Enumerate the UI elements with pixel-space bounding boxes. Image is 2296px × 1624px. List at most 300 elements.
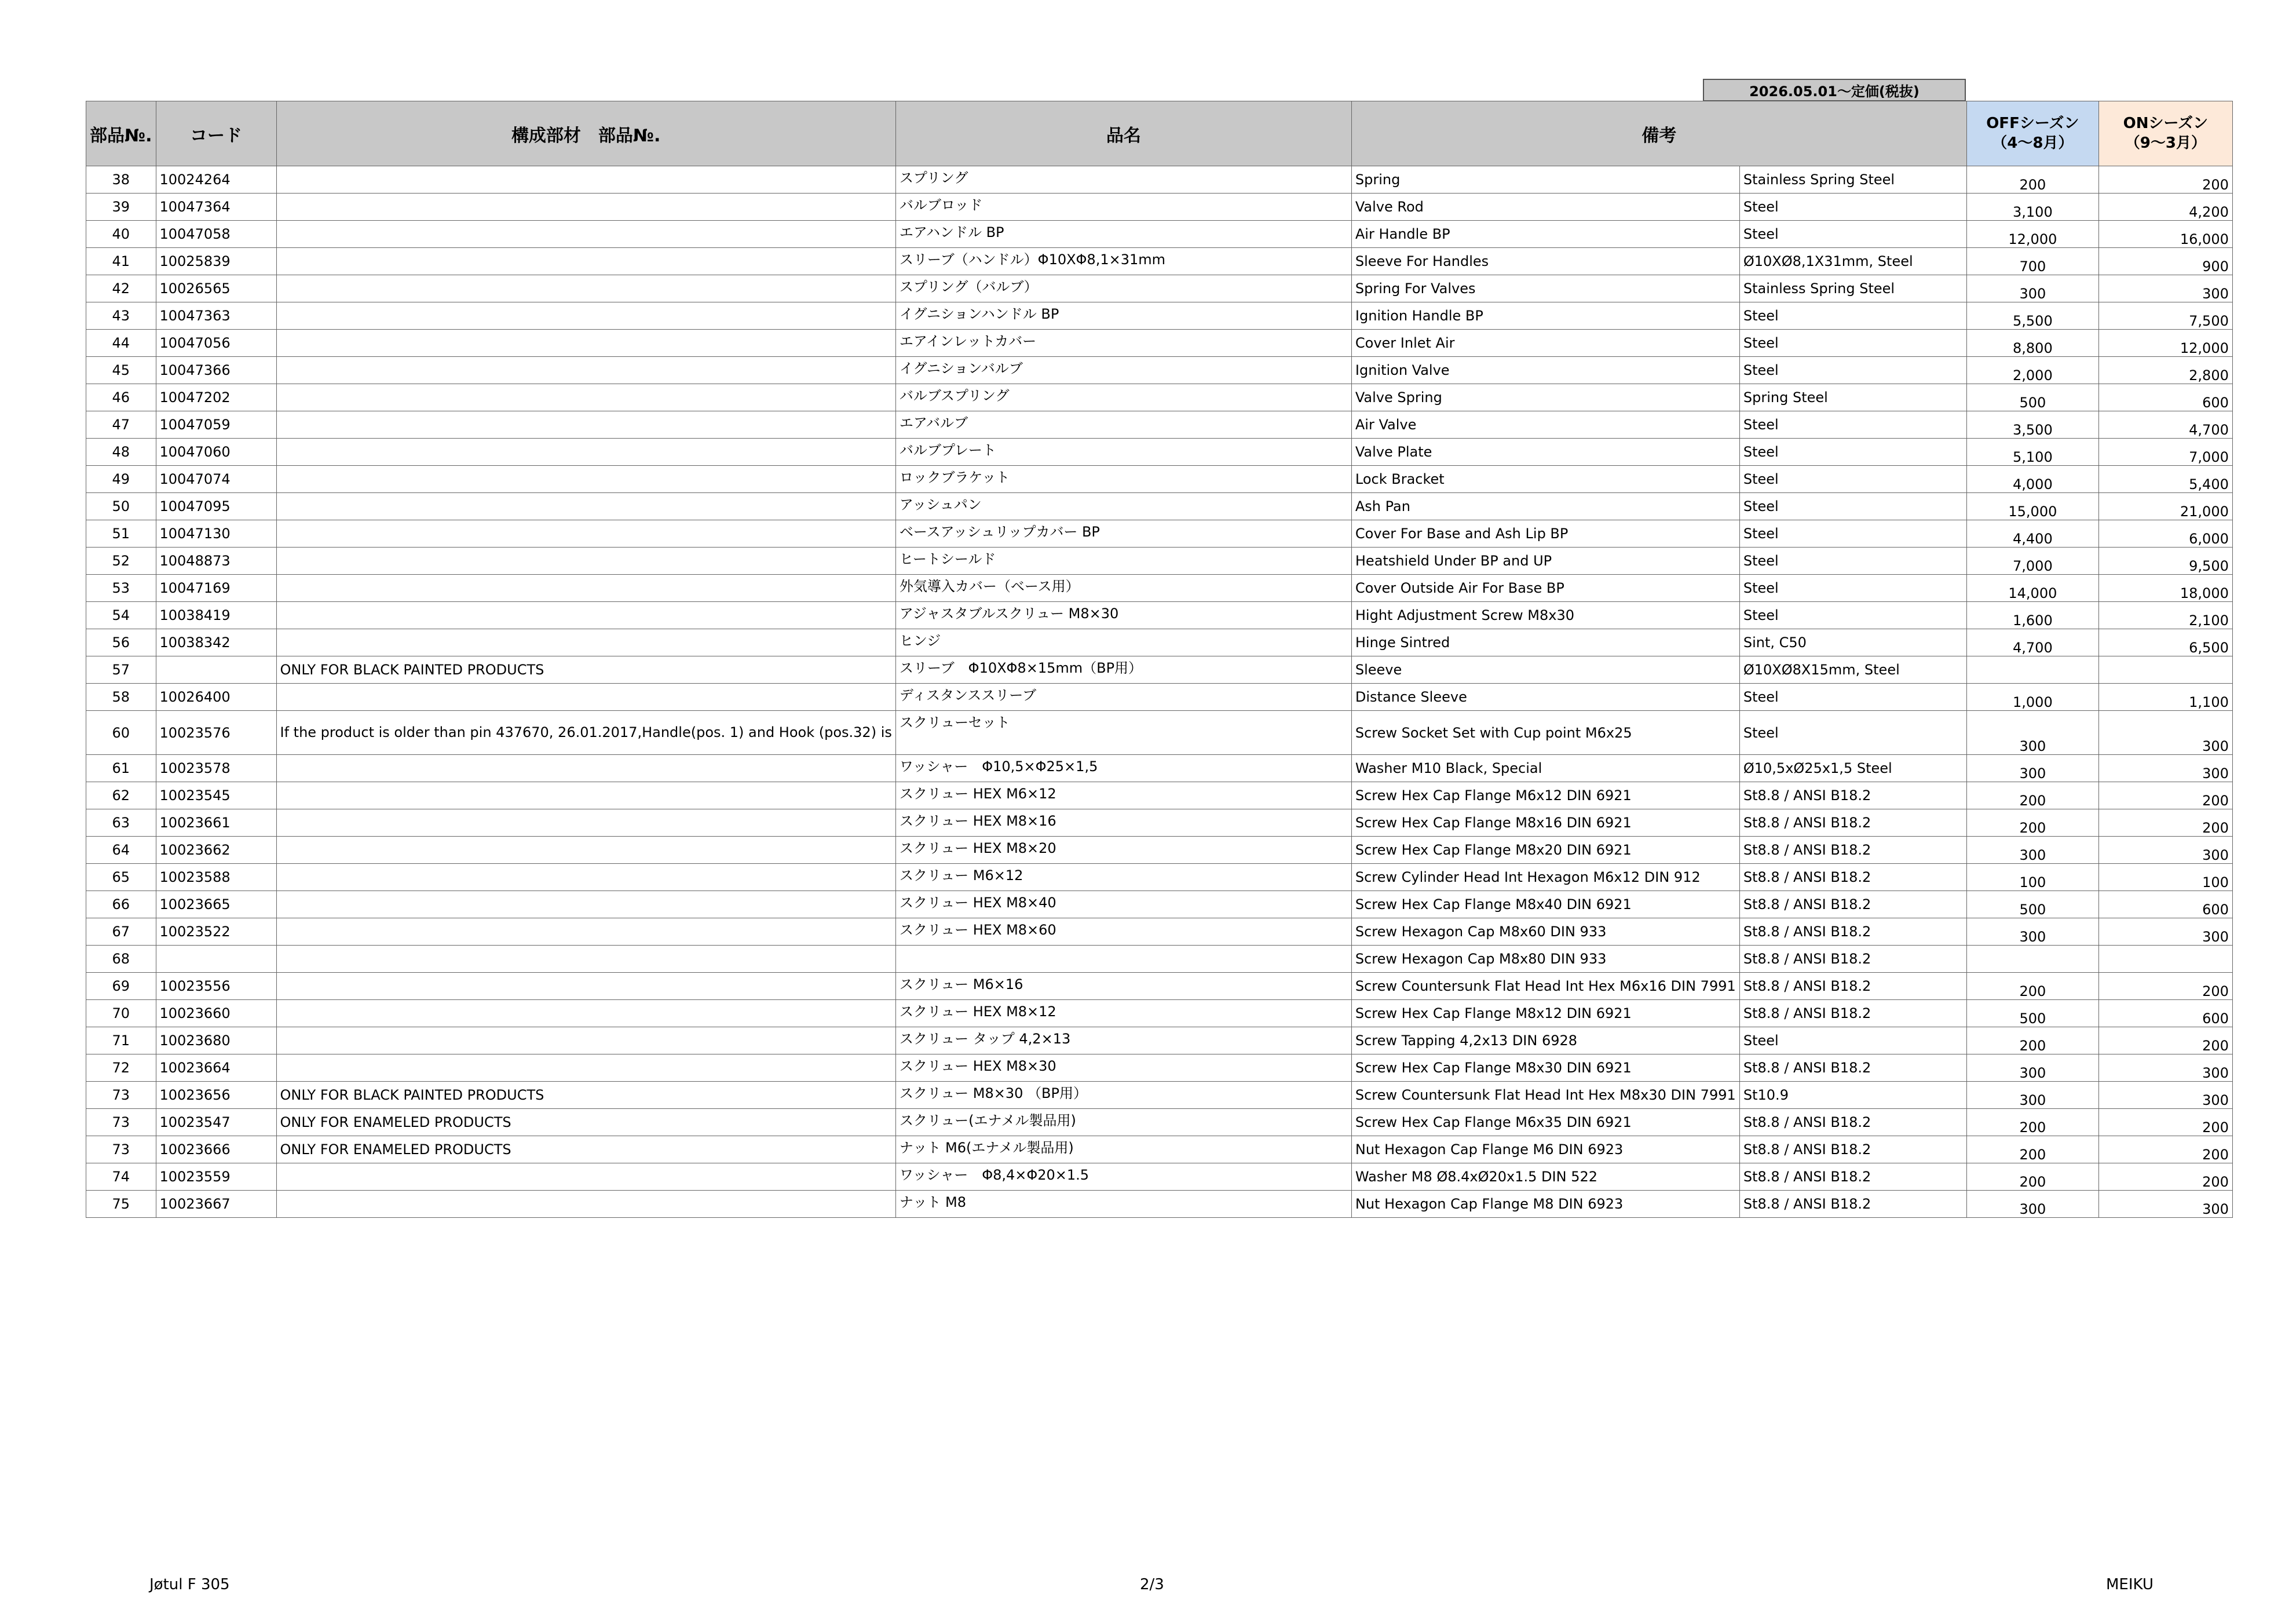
component-note-cell: [276, 493, 895, 520]
material-cell: St8.8 / ANSI B18.2: [1739, 809, 1966, 837]
component-note-cell: [276, 466, 895, 493]
name-cell: ロックブラケット: [895, 466, 1351, 493]
code-cell: 10023578: [156, 755, 276, 782]
material-cell: St10.9: [1739, 1082, 1966, 1109]
component-note-cell: [276, 411, 895, 439]
footer-model: Jøtul F 305: [149, 1576, 230, 1593]
code-cell: 10023662: [156, 837, 276, 864]
on-season-price-cell: 600: [2098, 1000, 2232, 1027]
name-cell: スクリュー HEX M6×12: [895, 782, 1351, 809]
description-cell: Screw Hex Cap Flange M8x16 DIN 6921: [1351, 809, 1739, 837]
name-cell: [895, 946, 1351, 973]
component-note-cell: [276, 782, 895, 809]
on-season-price-cell: 600: [2098, 891, 2232, 918]
on-season-price-cell: 12,000: [2098, 330, 2232, 357]
material-cell: Stainless Spring Steel: [1739, 166, 1966, 194]
on-season-price-cell: 300: [2098, 837, 2232, 864]
table-row: [86, 891, 2233, 918]
part-no-cell: 72: [86, 1054, 156, 1082]
component-note-cell: [276, 864, 895, 891]
material-cell: Steel: [1739, 602, 1966, 629]
on-season-price-cell: 300: [2098, 275, 2232, 302]
material-cell: Steel: [1739, 357, 1966, 384]
component-note-cell: [276, 946, 895, 973]
component-note-cell: ONLY FOR BLACK PAINTED PRODUCTS: [276, 656, 895, 684]
col-header-component: 構成部材 部品№.: [276, 101, 895, 166]
part-no-cell: 73: [86, 1136, 156, 1163]
component-note-cell: ONLY FOR ENAMELED PRODUCTS: [276, 1109, 895, 1136]
table-row: [86, 1000, 2233, 1027]
code-cell: 10047056: [156, 330, 276, 357]
name-cell: ナット M6(エナメル製品用): [895, 1136, 1351, 1163]
part-no-cell: 75: [86, 1191, 156, 1218]
name-cell: スプリング: [895, 166, 1351, 194]
code-cell: 10047058: [156, 221, 276, 248]
component-note-cell: [276, 1163, 895, 1191]
on-season-price-cell: 200: [2098, 1163, 2232, 1191]
code-cell: 10047366: [156, 357, 276, 384]
code-cell: 10047074: [156, 466, 276, 493]
off-season-price-cell: 8,800: [1966, 330, 2098, 357]
code-cell: 10023661: [156, 809, 276, 837]
on-season-price-cell: 2,100: [2098, 602, 2232, 629]
component-note-cell: [276, 837, 895, 864]
table-row: [86, 439, 2233, 466]
on-season-price-cell: 200: [2098, 973, 2232, 1000]
material-cell: Steel: [1739, 575, 1966, 602]
description-cell: Hight Adjustment Screw M8x30: [1351, 602, 1739, 629]
part-no-cell: 58: [86, 684, 156, 711]
part-no-cell: 71: [86, 1027, 156, 1054]
off-season-price-cell: 14,000: [1966, 575, 2098, 602]
table-row: [86, 221, 2233, 248]
on-season-price-cell: 100: [2098, 864, 2232, 891]
code-cell: 10038342: [156, 629, 276, 656]
table-row: [86, 946, 2233, 973]
material-cell: St8.8 / ANSI B18.2: [1739, 973, 1966, 1000]
name-cell: バルブロッド: [895, 194, 1351, 221]
description-cell: Screw Hex Cap Flange M6x12 DIN 6921: [1351, 782, 1739, 809]
component-note-cell: [276, 1027, 895, 1054]
description-cell: Spring For Valves: [1351, 275, 1739, 302]
name-cell: スクリュー HEX M8×20: [895, 837, 1351, 864]
off-season-price-cell: 1,000: [1966, 684, 2098, 711]
component-note-cell: If the product is older than pin 437670, 26.01.2017,Handle(pos. 1) and Hook (pos.32) is: [276, 711, 895, 755]
table-row: [86, 755, 2233, 782]
on-season-price-cell: 300: [2098, 918, 2232, 946]
part-no-cell: 69: [86, 973, 156, 1000]
on-season-price-cell: 1,100: [2098, 684, 2232, 711]
on-season-price-cell: 200: [2098, 1136, 2232, 1163]
table-row: [86, 1191, 2233, 1218]
part-no-cell: 53: [86, 575, 156, 602]
code-cell: 10026400: [156, 684, 276, 711]
part-no-cell: 73: [86, 1109, 156, 1136]
name-cell: スプリング（バルブ）: [895, 275, 1351, 302]
description-cell: Screw Hex Cap Flange M8x20 DIN 6921: [1351, 837, 1739, 864]
code-cell: 10026565: [156, 275, 276, 302]
material-cell: St8.8 / ANSI B18.2: [1739, 891, 1966, 918]
code-cell: 10024264: [156, 166, 276, 194]
col-header-remarks: 備考: [1351, 101, 1966, 166]
table-header-row: [86, 101, 2233, 166]
material-cell: Steel: [1739, 439, 1966, 466]
description-cell: Screw Hex Cap Flange M6x35 DIN 6921: [1351, 1109, 1739, 1136]
description-cell: Screw Tapping 4,2x13 DIN 6928: [1351, 1027, 1739, 1054]
material-cell: St8.8 / ANSI B18.2: [1739, 1163, 1966, 1191]
description-cell: Ignition Valve: [1351, 357, 1739, 384]
description-cell: Cover Inlet Air: [1351, 330, 1739, 357]
off-season-price-cell: 300: [1966, 755, 2098, 782]
description-cell: Air Handle BP: [1351, 221, 1739, 248]
component-note-cell: [276, 194, 895, 221]
code-cell: 10047363: [156, 302, 276, 330]
on-season-price-cell: 300: [2098, 755, 2232, 782]
name-cell: スクリュー HEX M8×60: [895, 918, 1351, 946]
off-season-price-cell: 200: [1966, 809, 2098, 837]
table-row: [86, 275, 2233, 302]
component-note-cell: [276, 575, 895, 602]
off-season-price-cell: 5,100: [1966, 439, 2098, 466]
on-season-price-cell: 7,500: [2098, 302, 2232, 330]
footer-company: MEIKU: [2106, 1576, 2154, 1593]
part-no-cell: 62: [86, 782, 156, 809]
name-cell: スクリュー HEX M8×40: [895, 891, 1351, 918]
description-cell: Valve Spring: [1351, 384, 1739, 411]
name-cell: スクリューセット: [895, 711, 1351, 755]
table-row: [86, 194, 2233, 221]
component-note-cell: [276, 275, 895, 302]
off-season-price-cell: 500: [1966, 1000, 2098, 1027]
name-cell: スクリュー HEX M8×30: [895, 1054, 1351, 1082]
description-cell: Distance Sleeve: [1351, 684, 1739, 711]
part-no-cell: 40: [86, 221, 156, 248]
component-note-cell: [276, 1000, 895, 1027]
part-no-cell: 70: [86, 1000, 156, 1027]
name-cell: エアバルブ: [895, 411, 1351, 439]
part-no-cell: 63: [86, 809, 156, 837]
description-cell: Screw Hexagon Cap M8x80 DIN 933: [1351, 946, 1739, 973]
table-row: [86, 602, 2233, 629]
price-date-header: 2026.05.01～定価(税抜): [1703, 79, 1966, 101]
name-cell: エアハンドル BP: [895, 221, 1351, 248]
description-cell: Heatshield Under BP and UP: [1351, 548, 1739, 575]
table-body: [86, 166, 2233, 1218]
part-no-cell: 41: [86, 248, 156, 275]
part-no-cell: 38: [86, 166, 156, 194]
component-note-cell: [276, 918, 895, 946]
description-cell: Ignition Handle BP: [1351, 302, 1739, 330]
off-season-price-cell: 100: [1966, 864, 2098, 891]
part-no-cell: 60: [86, 711, 156, 755]
table-row: [86, 166, 2233, 194]
material-cell: Steel: [1739, 302, 1966, 330]
code-cell: 10023576: [156, 711, 276, 755]
table-row: [86, 520, 2233, 548]
material-cell: St8.8 / ANSI B18.2: [1739, 1191, 1966, 1218]
description-cell: Washer M10 Black, Special: [1351, 755, 1739, 782]
on-season-price-cell: 18,000: [2098, 575, 2232, 602]
component-note-cell: [276, 1191, 895, 1218]
material-cell: St8.8 / ANSI B18.2: [1739, 1136, 1966, 1163]
part-no-cell: 52: [86, 548, 156, 575]
description-cell: Washer M8 Ø8.4xØ20x1.5 DIN 522: [1351, 1163, 1739, 1191]
on-season-price-cell: 300: [2098, 711, 2232, 755]
part-no-cell: 57: [86, 656, 156, 684]
component-note-cell: [276, 684, 895, 711]
material-cell: St8.8 / ANSI B18.2: [1739, 946, 1966, 973]
table-row: [86, 711, 2233, 755]
description-cell: Sleeve For Handles: [1351, 248, 1739, 275]
name-cell: ナット M8: [895, 1191, 1351, 1218]
code-cell: 10023656: [156, 1082, 276, 1109]
part-no-cell: 64: [86, 837, 156, 864]
part-no-cell: 39: [86, 194, 156, 221]
part-no-cell: 65: [86, 864, 156, 891]
off-season-price-cell: [1966, 656, 2098, 684]
code-cell: 10023667: [156, 1191, 276, 1218]
description-cell: Screw Hexagon Cap M8x60 DIN 933: [1351, 918, 1739, 946]
component-note-cell: [276, 809, 895, 837]
name-cell: スクリュー HEX M8×12: [895, 1000, 1351, 1027]
material-cell: St8.8 / ANSI B18.2: [1739, 1000, 1966, 1027]
name-cell: スリーブ（ハンドル）Φ10XΦ8,1×31mm: [895, 248, 1351, 275]
table-row: [86, 809, 2233, 837]
off-season-price-cell: 200: [1966, 1136, 2098, 1163]
code-cell: 10023666: [156, 1136, 276, 1163]
name-cell: スクリュー M6×12: [895, 864, 1351, 891]
name-cell: スクリュー(エナメル製品用): [895, 1109, 1351, 1136]
material-cell: Steel: [1739, 548, 1966, 575]
code-cell: 10023664: [156, 1054, 276, 1082]
description-cell: Lock Bracket: [1351, 466, 1739, 493]
on-season-price-cell: [2098, 946, 2232, 973]
component-note-cell: [276, 973, 895, 1000]
part-no-cell: 47: [86, 411, 156, 439]
parts-price-table: [86, 101, 2233, 1218]
off-season-price-cell: 300: [1966, 1082, 2098, 1109]
name-cell: ディスタンススリーブ: [895, 684, 1351, 711]
component-note-cell: [276, 248, 895, 275]
off-season-price-cell: 200: [1966, 166, 2098, 194]
name-cell: イグニションバルブ: [895, 357, 1351, 384]
name-cell: ワッシャー Φ8,4×Φ20×1.5: [895, 1163, 1351, 1191]
material-cell: St8.8 / ANSI B18.2: [1739, 1054, 1966, 1082]
table-row: [86, 629, 2233, 656]
material-cell: Stainless Spring Steel: [1739, 275, 1966, 302]
table-row: [86, 411, 2233, 439]
material-cell: St8.8 / ANSI B18.2: [1739, 837, 1966, 864]
name-cell: スクリュー M8×30 （BP用）: [895, 1082, 1351, 1109]
table-row: [86, 330, 2233, 357]
table-row: [86, 1082, 2233, 1109]
part-no-cell: 43: [86, 302, 156, 330]
off-season-price-cell: 3,500: [1966, 411, 2098, 439]
material-cell: St8.8 / ANSI B18.2: [1739, 1109, 1966, 1136]
on-season-price-cell: 6,000: [2098, 520, 2232, 548]
part-no-cell: 51: [86, 520, 156, 548]
component-note-cell: ONLY FOR ENAMELED PRODUCTS: [276, 1136, 895, 1163]
part-no-cell: 67: [86, 918, 156, 946]
part-no-cell: 56: [86, 629, 156, 656]
code-cell: 10047059: [156, 411, 276, 439]
on-season-price-cell: 300: [2098, 1054, 2232, 1082]
name-cell: ベースアッシュリップカバー BP: [895, 520, 1351, 548]
component-note-cell: ONLY FOR BLACK PAINTED PRODUCTS: [276, 1082, 895, 1109]
off-season-price-cell: [1966, 946, 2098, 973]
material-cell: St8.8 / ANSI B18.2: [1739, 864, 1966, 891]
table-row: [86, 548, 2233, 575]
table-row: [86, 384, 2233, 411]
name-cell: 外気導入カバー（ベース用）: [895, 575, 1351, 602]
table-row: [86, 782, 2233, 809]
part-no-cell: 61: [86, 755, 156, 782]
code-cell: [156, 656, 276, 684]
code-cell: 10047364: [156, 194, 276, 221]
material-cell: St8.8 / ANSI B18.2: [1739, 782, 1966, 809]
material-cell: St8.8 / ANSI B18.2: [1739, 918, 1966, 946]
off-season-price-cell: 300: [1966, 837, 2098, 864]
on-season-price-cell: 900: [2098, 248, 2232, 275]
description-cell: Screw Countersunk Flat Head Int Hex M6x16 DIN 7991: [1351, 973, 1739, 1000]
name-cell: スクリュー タップ 4,2×13: [895, 1027, 1351, 1054]
description-cell: Hinge Sintred: [1351, 629, 1739, 656]
col-header-name: 品名: [895, 101, 1351, 166]
on-season-price-cell: 6,500: [2098, 629, 2232, 656]
table-row: [86, 837, 2233, 864]
col-header-part-no: 部品№.: [86, 101, 156, 166]
off-season-price-cell: 200: [1966, 973, 2098, 1000]
col-header-code: コード: [156, 101, 276, 166]
on-season-price-cell: 2,800: [2098, 357, 2232, 384]
description-cell: Nut Hexagon Cap Flange M8 DIN 6923: [1351, 1191, 1739, 1218]
off-season-price-cell: 12,000: [1966, 221, 2098, 248]
part-no-cell: 44: [86, 330, 156, 357]
footer-page-number: 2/3: [1140, 1576, 1164, 1593]
component-note-cell: [276, 302, 895, 330]
code-cell: 10048873: [156, 548, 276, 575]
code-cell: 10047130: [156, 520, 276, 548]
off-season-price-cell: 300: [1966, 918, 2098, 946]
on-season-price-cell: 5,400: [2098, 466, 2232, 493]
off-season-price-cell: 500: [1966, 891, 2098, 918]
table-row: [86, 1027, 2233, 1054]
part-no-cell: 50: [86, 493, 156, 520]
col-header-off-season: OFFシーズン （4～8月）: [1966, 101, 2098, 166]
code-cell: 10023545: [156, 782, 276, 809]
off-season-price-cell: 200: [1966, 1109, 2098, 1136]
off-season-price-cell: 1,600: [1966, 602, 2098, 629]
table-row: [86, 1109, 2233, 1136]
material-cell: Steel: [1739, 221, 1966, 248]
name-cell: バルブスプリング: [895, 384, 1351, 411]
code-cell: 10023665: [156, 891, 276, 918]
component-note-cell: [276, 357, 895, 384]
description-cell: Cover For Base and Ash Lip BP: [1351, 520, 1739, 548]
table-row: [86, 1136, 2233, 1163]
part-no-cell: 49: [86, 466, 156, 493]
code-cell: 10023680: [156, 1027, 276, 1054]
code-cell: 10023559: [156, 1163, 276, 1191]
part-no-cell: 66: [86, 891, 156, 918]
code-cell: 10023588: [156, 864, 276, 891]
off-season-price-cell: 3,100: [1966, 194, 2098, 221]
description-cell: Screw Cylinder Head Int Hexagon M6x12 DIN 912: [1351, 864, 1739, 891]
name-cell: アッシュパン: [895, 493, 1351, 520]
part-no-cell: 45: [86, 357, 156, 384]
off-season-price-cell: 4,400: [1966, 520, 2098, 548]
part-no-cell: 73: [86, 1082, 156, 1109]
on-season-price-cell: 16,000: [2098, 221, 2232, 248]
description-cell: Screw Hex Cap Flange M8x12 DIN 6921: [1351, 1000, 1739, 1027]
component-note-cell: [276, 384, 895, 411]
off-season-price-cell: 300: [1966, 711, 2098, 755]
off-season-price-cell: 4,700: [1966, 629, 2098, 656]
component-note-cell: [276, 629, 895, 656]
off-season-price-cell: 15,000: [1966, 493, 2098, 520]
on-season-price-cell: 9,500: [2098, 548, 2232, 575]
material-cell: Sint, C50: [1739, 629, 1966, 656]
material-cell: Steel: [1739, 493, 1966, 520]
off-season-price-cell: 2,000: [1966, 357, 2098, 384]
on-season-price-cell: 200: [2098, 782, 2232, 809]
component-note-cell: [276, 166, 895, 194]
on-season-price-cell: 200: [2098, 809, 2232, 837]
name-cell: スクリュー HEX M8×16: [895, 809, 1351, 837]
code-cell: 10025839: [156, 248, 276, 275]
material-cell: Steel: [1739, 684, 1966, 711]
off-season-price-cell: 500: [1966, 384, 2098, 411]
off-season-price-cell: 300: [1966, 1054, 2098, 1082]
table-row: [86, 684, 2233, 711]
description-cell: Valve Plate: [1351, 439, 1739, 466]
table-row: [86, 973, 2233, 1000]
code-cell: 10038419: [156, 602, 276, 629]
off-season-price-cell: 300: [1966, 1191, 2098, 1218]
code-cell: [156, 946, 276, 973]
table-row: [86, 302, 2233, 330]
table-row: [86, 918, 2233, 946]
off-season-price-cell: 4,000: [1966, 466, 2098, 493]
code-cell: 10023547: [156, 1109, 276, 1136]
component-note-cell: [276, 891, 895, 918]
on-season-price-cell: 300: [2098, 1191, 2232, 1218]
part-no-cell: 74: [86, 1163, 156, 1191]
component-note-cell: [276, 548, 895, 575]
name-cell: エアインレットカバー: [895, 330, 1351, 357]
table-row: [86, 575, 2233, 602]
off-season-price-cell: 5,500: [1966, 302, 2098, 330]
table-row: [86, 493, 2233, 520]
on-season-price-cell: 7,000: [2098, 439, 2232, 466]
code-cell: 10023556: [156, 973, 276, 1000]
description-cell: Nut Hexagon Cap Flange M6 DIN 6923: [1351, 1136, 1739, 1163]
code-cell: 10047202: [156, 384, 276, 411]
component-note-cell: [276, 330, 895, 357]
part-no-cell: 42: [86, 275, 156, 302]
description-cell: Ash Pan: [1351, 493, 1739, 520]
description-cell: Screw Countersunk Flat Head Int Hex M8x30 DIN 7991: [1351, 1082, 1739, 1109]
name-cell: バルブプレート: [895, 439, 1351, 466]
description-cell: Air Valve: [1351, 411, 1739, 439]
component-note-cell: [276, 221, 895, 248]
on-season-price-cell: 200: [2098, 1109, 2232, 1136]
material-cell: Ø10,5xØ25x1,5 Steel: [1739, 755, 1966, 782]
on-season-price-cell: 600: [2098, 384, 2232, 411]
material-cell: Ø10XØ8,1X31mm, Steel: [1739, 248, 1966, 275]
on-season-price-cell: 300: [2098, 1082, 2232, 1109]
off-season-price-cell: 200: [1966, 782, 2098, 809]
